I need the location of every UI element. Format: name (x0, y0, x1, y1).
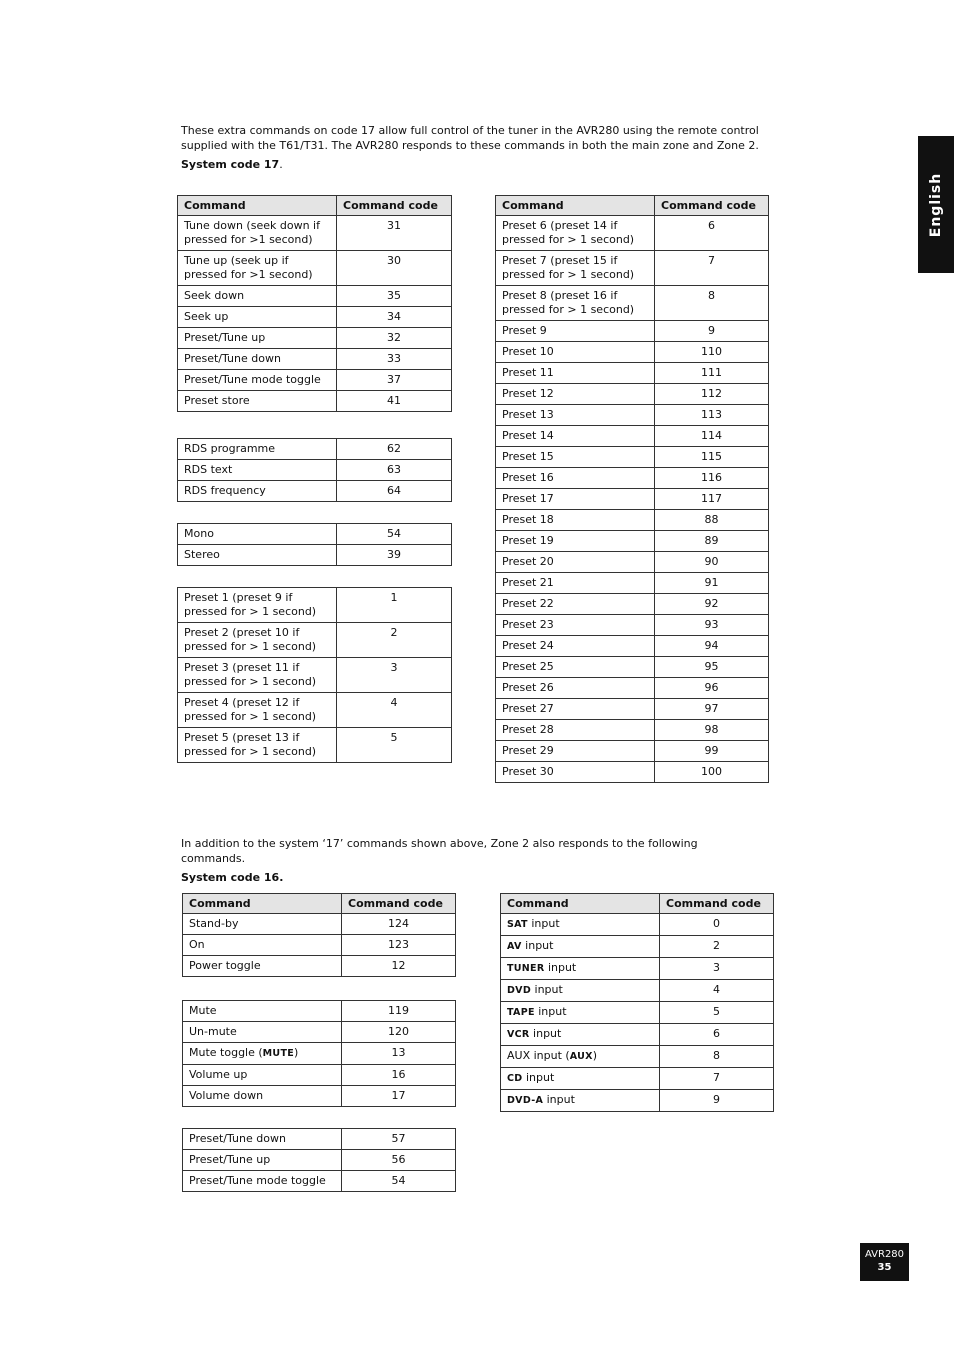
sys16-table-tuner (182, 1128, 456, 1192)
table-row (496, 384, 769, 405)
table-row (496, 447, 769, 468)
key-name: AV (507, 941, 522, 952)
page-number: 35 (877, 1262, 892, 1273)
zone2-paragraph: In addition to the system ‘17’ commands shown above, Zone 2 also responds to the following commands. (181, 837, 698, 865)
table-row (183, 1001, 456, 1022)
command-code: 17 (342, 1086, 456, 1107)
command-code: 35 (337, 286, 452, 307)
key-name: TAPE (507, 1007, 535, 1018)
command-code: 2 (337, 623, 452, 658)
key-name: CD (507, 1073, 523, 1084)
command-name: Tune up (seek up if pressed for >1 second) (178, 251, 337, 286)
command-code: 56 (342, 1150, 456, 1171)
command-code: 4 (337, 693, 452, 728)
command-code: 2 (660, 936, 774, 958)
table-row (496, 426, 769, 447)
command-code: 117 (655, 489, 769, 510)
table-row (501, 1068, 774, 1090)
col-header-code: Command code (660, 894, 774, 914)
table-row (183, 1129, 456, 1150)
table-row (501, 1002, 774, 1024)
table-row (496, 405, 769, 426)
command-name: TUNER input (501, 958, 660, 980)
sys17-table-presets-1-5 (177, 587, 452, 763)
command-name: DVD-A input (501, 1090, 660, 1112)
table-row (178, 460, 452, 481)
command-code: 8 (655, 286, 769, 321)
command-code: 98 (655, 720, 769, 741)
command-code: 16 (342, 1065, 456, 1086)
col-header-code: Command code (337, 196, 452, 216)
command-code: 34 (337, 307, 452, 328)
command-name: VCR input (501, 1024, 660, 1046)
table-row (183, 1065, 456, 1086)
system-code-16-label: System code 16. (181, 871, 284, 884)
command-code: 111 (655, 363, 769, 384)
command-name: Mono (178, 524, 337, 545)
key-name: SAT (507, 919, 528, 930)
table-row (178, 328, 452, 349)
command-name: Preset 15 (496, 447, 655, 468)
table-row (183, 1150, 456, 1171)
table-row (178, 251, 452, 286)
sys17-table-stereo (177, 523, 452, 566)
command-name: TAPE input (501, 1002, 660, 1024)
command-code: 62 (337, 439, 452, 460)
command-code: 5 (337, 728, 452, 763)
command-name: Volume up (183, 1065, 342, 1086)
command-name: Preset/Tune mode toggle (178, 370, 337, 391)
table-row (496, 762, 769, 783)
col-header-command: Command (178, 196, 337, 216)
table-row (501, 1090, 774, 1112)
command-code: 30 (337, 251, 452, 286)
command-name: Preset 27 (496, 699, 655, 720)
command-name: SAT input (501, 914, 660, 936)
command-name: Preset/Tune up (178, 328, 337, 349)
command-code: 110 (655, 342, 769, 363)
table-row (496, 678, 769, 699)
sys16-table-volume (182, 1000, 456, 1107)
command-code: 1 (337, 588, 452, 623)
table-row (178, 216, 452, 251)
table-row (496, 342, 769, 363)
command-name: On (183, 935, 342, 956)
command-name: Preset 6 (preset 14 if pressed for > 1 second) (496, 216, 655, 251)
command-name: Preset 18 (496, 510, 655, 531)
command-code: 41 (337, 391, 452, 412)
command-name: RDS frequency (178, 481, 337, 502)
key-name: AUX (569, 1051, 593, 1062)
command-code: 124 (342, 914, 456, 935)
command-name: RDS programme (178, 439, 337, 460)
command-code: 96 (655, 678, 769, 699)
command-code: 39 (337, 545, 452, 566)
command-code: 9 (655, 321, 769, 342)
intro-paragraph: These extra commands on code 17 allow full control of the tuner in the AVR280 using the remote control supplied with the T61/T31. The AVR280 responds to these commands in both the main zone and Zone 2. (181, 124, 759, 152)
command-code: 12 (342, 956, 456, 977)
table-row (178, 349, 452, 370)
command-code: 63 (337, 460, 452, 481)
command-name: Preset 1 (preset 9 if pressed for > 1 second) (178, 588, 337, 623)
command-code: 7 (660, 1068, 774, 1090)
command-name: Mute (183, 1001, 342, 1022)
command-name: Preset/Tune down (183, 1129, 342, 1150)
table-row (496, 286, 769, 321)
table-row (183, 1086, 456, 1107)
language-tab: English (918, 136, 954, 273)
command-name: DVD input (501, 980, 660, 1002)
table-row (178, 307, 452, 328)
col-header-code: Command code (655, 196, 769, 216)
command-code: 3 (660, 958, 774, 980)
command-name: Preset 2 (preset 10 if pressed for > 1 second) (178, 623, 337, 658)
command-code: 4 (660, 980, 774, 1002)
table-row (496, 741, 769, 762)
table-row (496, 573, 769, 594)
table-row (178, 623, 452, 658)
table-row (501, 980, 774, 1002)
command-code: 57 (342, 1129, 456, 1150)
command-name: Preset 20 (496, 552, 655, 573)
command-name: Preset 22 (496, 594, 655, 615)
table-row (496, 363, 769, 384)
command-name: Preset/Tune down (178, 349, 337, 370)
model-label: AVR280 (864, 1249, 905, 1260)
table-row (501, 958, 774, 980)
sys17-table-main (177, 195, 452, 412)
table-row (183, 1171, 456, 1192)
command-name: Preset store (178, 391, 337, 412)
command-code: 3 (337, 658, 452, 693)
sys17-table-rds (177, 438, 452, 502)
command-code: 115 (655, 447, 769, 468)
command-name: Preset 3 (preset 11 if pressed for > 1 second) (178, 658, 337, 693)
command-name: Preset/Tune up (183, 1150, 342, 1171)
command-name: Preset 29 (496, 741, 655, 762)
command-code: 54 (342, 1171, 456, 1192)
command-name: AUX input (AUX) (501, 1046, 660, 1068)
table-row (178, 524, 452, 545)
command-name: Un-mute (183, 1022, 342, 1043)
command-name: Tune down (seek down if pressed for >1 second) (178, 216, 337, 251)
command-name: Preset 10 (496, 342, 655, 363)
command-name: Preset 14 (496, 426, 655, 447)
col-header-command: Command (501, 894, 660, 914)
command-name: Preset 30 (496, 762, 655, 783)
table-row (496, 594, 769, 615)
command-code: 54 (337, 524, 452, 545)
table-row (496, 720, 769, 741)
key-name: TUNER (507, 963, 545, 974)
command-name: Stand-by (183, 914, 342, 935)
sys17-table-presets-6-30 (495, 195, 769, 783)
command-code: 119 (342, 1001, 456, 1022)
table-row (178, 370, 452, 391)
table-row (178, 693, 452, 728)
key-name: MUTE (262, 1048, 295, 1059)
command-code: 90 (655, 552, 769, 573)
command-name: Preset 13 (496, 405, 655, 426)
table-row (178, 545, 452, 566)
command-name: Preset 4 (preset 12 if pressed for > 1 second) (178, 693, 337, 728)
command-code: 97 (655, 699, 769, 720)
command-name: Preset/Tune mode toggle (183, 1171, 342, 1192)
command-code: 9 (660, 1090, 774, 1112)
command-name: Stereo (178, 545, 337, 566)
key-name: DVD (507, 985, 532, 996)
command-name: Seek down (178, 286, 337, 307)
table-row (178, 481, 452, 502)
command-name: AV input (501, 936, 660, 958)
col-header-command: Command (183, 894, 342, 914)
command-name: Preset 21 (496, 573, 655, 594)
command-name: Power toggle (183, 956, 342, 977)
command-name: CD input (501, 1068, 660, 1090)
command-code: 93 (655, 615, 769, 636)
command-name: Preset 9 (496, 321, 655, 342)
command-code: 91 (655, 573, 769, 594)
command-name: RDS text (178, 460, 337, 481)
command-code: 114 (655, 426, 769, 447)
table-row (496, 636, 769, 657)
command-name: Preset 25 (496, 657, 655, 678)
col-header-code: Command code (342, 894, 456, 914)
table-row (178, 588, 452, 623)
table-row (496, 468, 769, 489)
command-code: 112 (655, 384, 769, 405)
table-row (496, 657, 769, 678)
command-code: 31 (337, 216, 452, 251)
table-row (496, 552, 769, 573)
command-code: 99 (655, 741, 769, 762)
command-code: 116 (655, 468, 769, 489)
command-code: 6 (655, 216, 769, 251)
table-row (496, 510, 769, 531)
table-row (183, 935, 456, 956)
key-name: VCR (507, 1029, 530, 1040)
page-badge (860, 1243, 909, 1281)
table-row (496, 531, 769, 552)
table-row (183, 1022, 456, 1043)
table-row (501, 1024, 774, 1046)
command-name: Mute toggle (MUTE) (183, 1043, 342, 1065)
col-header-command: Command (496, 196, 655, 216)
command-code: 89 (655, 531, 769, 552)
sys16-table-power (182, 893, 456, 977)
command-name: Preset 12 (496, 384, 655, 405)
command-code: 7 (655, 251, 769, 286)
command-code: 123 (342, 935, 456, 956)
command-code: 0 (660, 914, 774, 936)
table-row (496, 699, 769, 720)
table-row (178, 439, 452, 460)
table-row (183, 914, 456, 935)
command-code: 100 (655, 762, 769, 783)
command-name: Preset 11 (496, 363, 655, 384)
command-name: Preset 26 (496, 678, 655, 699)
table-row (496, 489, 769, 510)
command-code: 37 (337, 370, 452, 391)
command-name: Preset 17 (496, 489, 655, 510)
table-row (183, 1043, 456, 1065)
command-name: Preset 8 (preset 16 if pressed for > 1 second) (496, 286, 655, 321)
table-row (501, 936, 774, 958)
command-code: 94 (655, 636, 769, 657)
command-name: Seek up (178, 307, 337, 328)
command-code: 5 (660, 1002, 774, 1024)
table-row (183, 956, 456, 977)
table-row (178, 658, 452, 693)
table-row (178, 728, 452, 763)
table-row (501, 914, 774, 936)
table-row (496, 251, 769, 286)
table-row (496, 216, 769, 251)
key-name: DVD-A (507, 1095, 544, 1106)
command-name: Preset 16 (496, 468, 655, 489)
command-code: 8 (660, 1046, 774, 1068)
sys16-table-inputs (500, 893, 774, 1112)
system-code-17-label: System code 17. (181, 158, 283, 171)
command-code: 95 (655, 657, 769, 678)
command-code: 33 (337, 349, 452, 370)
table-row (178, 286, 452, 307)
command-name: Preset 5 (preset 13 if pressed for > 1 second) (178, 728, 337, 763)
table-row (496, 615, 769, 636)
command-name: Preset 7 (preset 15 if pressed for > 1 second) (496, 251, 655, 286)
command-name: Preset 23 (496, 615, 655, 636)
command-name: Preset 24 (496, 636, 655, 657)
command-code: 113 (655, 405, 769, 426)
table-row (496, 321, 769, 342)
command-code: 32 (337, 328, 452, 349)
command-code: 92 (655, 594, 769, 615)
command-name: Volume down (183, 1086, 342, 1107)
command-name: Preset 19 (496, 531, 655, 552)
command-code: 88 (655, 510, 769, 531)
command-name: Preset 28 (496, 720, 655, 741)
command-code: 64 (337, 481, 452, 502)
command-code: 6 (660, 1024, 774, 1046)
command-code: 13 (342, 1043, 456, 1065)
table-row (501, 1046, 774, 1068)
table-row (178, 391, 452, 412)
command-code: 120 (342, 1022, 456, 1043)
